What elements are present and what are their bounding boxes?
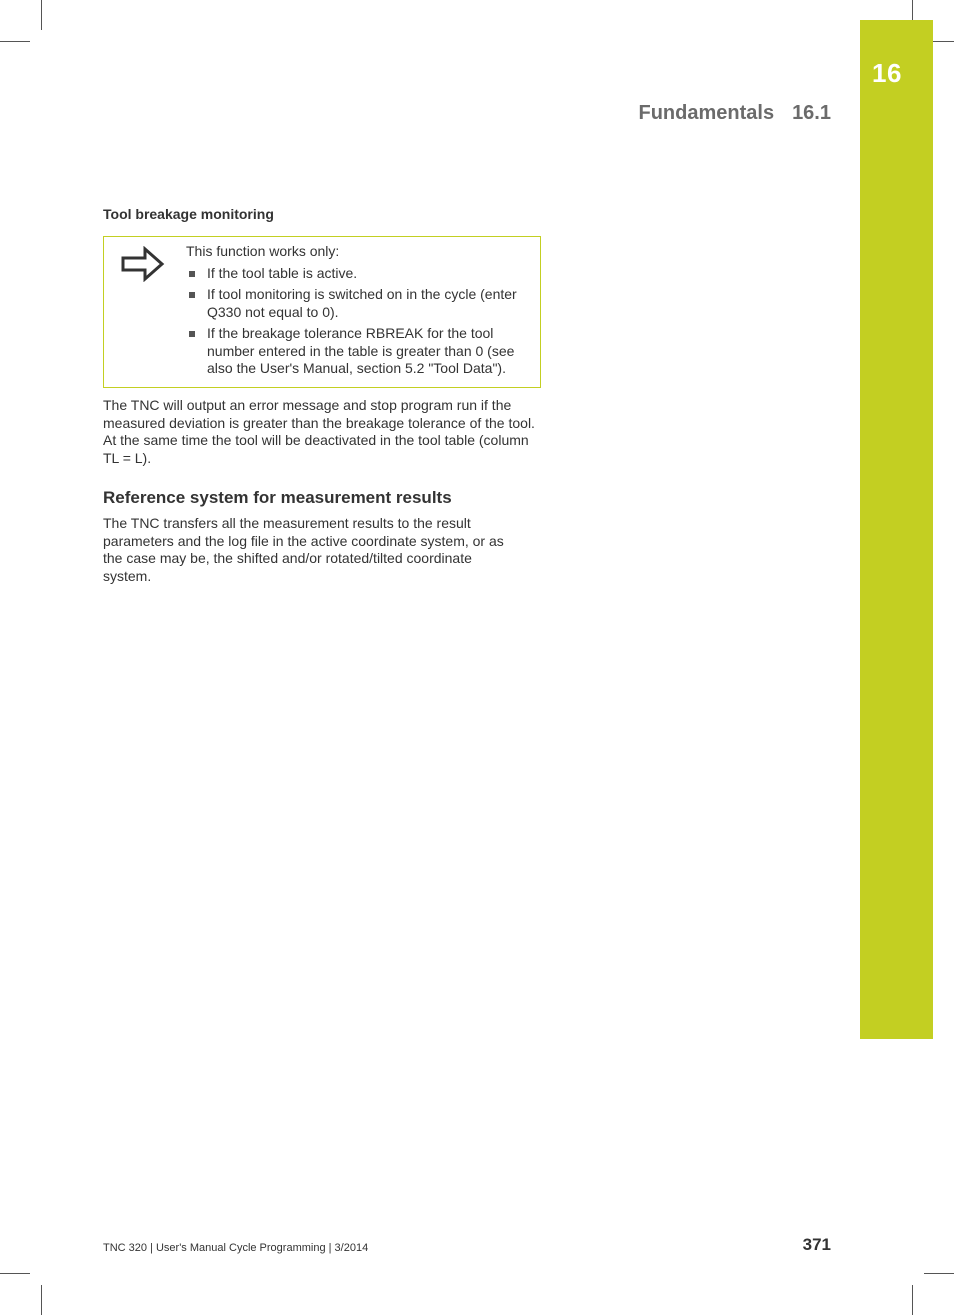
tool-breakage-paragraph: The TNC will output an error message and stop program run if the measured deviation is greater than the breakage tolerance of the tool. At the same time the tool will be deactivated in the tool table (column TL = L). [103, 397, 535, 466]
note-content [186, 243, 536, 378]
crop-mark [924, 1273, 954, 1274]
list-item-text: If the tool table is active. [207, 264, 358, 281]
reference-system-heading: Reference system for measurement results [103, 488, 452, 507]
list-item [186, 265, 536, 283]
list-item-text: If tool monitoring is switched on in the cycle (enter Q330 not equal to 0). [207, 286, 517, 320]
note-list [186, 265, 536, 378]
chapter-number: 16 [872, 58, 902, 88]
crop-mark [912, 1285, 913, 1315]
page-number: 371 [802, 1235, 831, 1254]
crop-mark [41, 1285, 42, 1315]
crop-mark [0, 1273, 30, 1274]
running-head-section: 16.1 [792, 102, 831, 124]
list-item [186, 286, 536, 321]
footer-text: TNC 320 | User's Manual Cycle Programming | 3/2014 [103, 1242, 369, 1254]
crop-mark [933, 41, 954, 42]
reference-system-paragraph: The TNC transfers all the measurement results to the result parameters and the log file in the active coordinate system, or as the case may be, the shifted and/or rotated/tilted coordinate system. [103, 515, 504, 584]
bullet-icon [189, 271, 195, 277]
arrow-right-icon [121, 246, 165, 287]
crop-mark [912, 0, 913, 20]
running-head [638, 102, 831, 125]
note-intro: This function works only: [186, 243, 340, 259]
list-item-text: If the breakage tolerance RBREAK for the tool number entered in the table is greater than 0 (see also the User's Manual, section 5.2 "Tool Data"). [207, 325, 515, 376]
bullet-icon [189, 331, 195, 337]
list-item [186, 325, 536, 378]
tool-breakage-heading: Tool breakage monitoring [103, 206, 274, 222]
running-head-title: Fundamentals [638, 102, 775, 124]
chapter-tab [860, 20, 933, 1039]
note-box [103, 236, 541, 388]
bullet-icon [189, 292, 195, 298]
crop-mark [0, 41, 30, 42]
crop-mark [41, 0, 42, 30]
